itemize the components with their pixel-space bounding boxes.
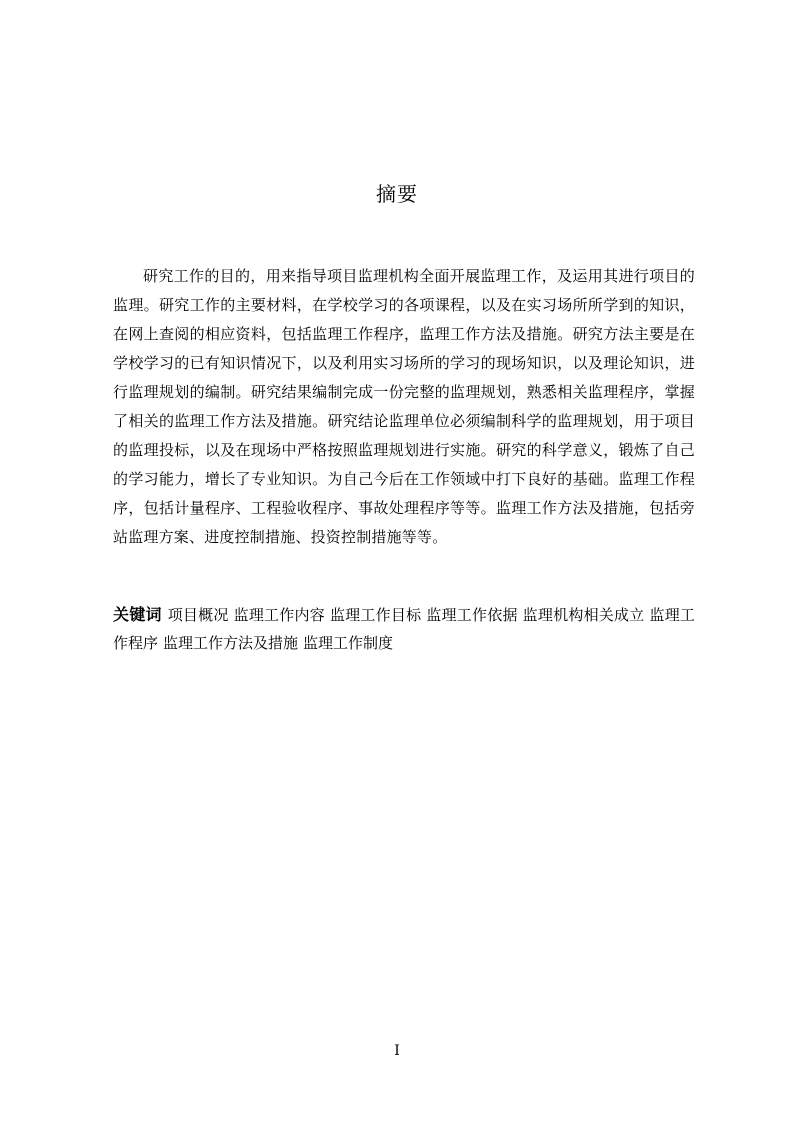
page-number: I (394, 1043, 400, 1059)
keyword-item: 项目概况 (167, 606, 229, 624)
keyword-item: 监理工作制度 (303, 634, 394, 652)
keyword-item: 监理工作内容 (233, 606, 325, 624)
abstract-body: 研究工作的目的，用来指导项目监理机构全面开展监理工作，及运用其进行项目的监理。研究工作的主要材料，在学校学习的各项课程，以及在实习场所所学到的知识，在网上查阅的相应资料，包括监理工作程序，监理工作方法及措施。研究方法主要是在学校学习的已有知识情况下，以及利用实习场所的学习的现场知识，以及理论知识，进行监理规划的编制。研究结果编制完成一份完整的监理规划，熟悉相关监理程序，掌握了相关的监理工作方法及措施。研究结论监理单位必须编制科学的监理规划，用于项目的监理投标，以及在现场中严格按照监理规划进行实施。研究的科学意义，锻炼了自己的学习能力，增长了专业知识。为自己今后在工作领域中打下良好的基础。监理工作程序，包括计量程序、工程验收程序、事故处理程序等等。监理工作方法及措施，包括旁站监理方案、进度控制措施、投资控制措施等等。 (113, 267, 695, 546)
keyword-item: 监理机构相关成立 (522, 606, 645, 624)
keywords-label: 关键词 (113, 605, 162, 624)
keyword-item: 监理工作目标 (329, 606, 422, 624)
keyword-item: 监理工作依据 (426, 606, 518, 624)
keywords-line (113, 601, 695, 657)
keyword-item: 监理工作程序 (113, 606, 695, 652)
keyword-item: 监理工作方法及措施 (163, 634, 299, 652)
abstract-title: 摘要 (376, 182, 418, 206)
